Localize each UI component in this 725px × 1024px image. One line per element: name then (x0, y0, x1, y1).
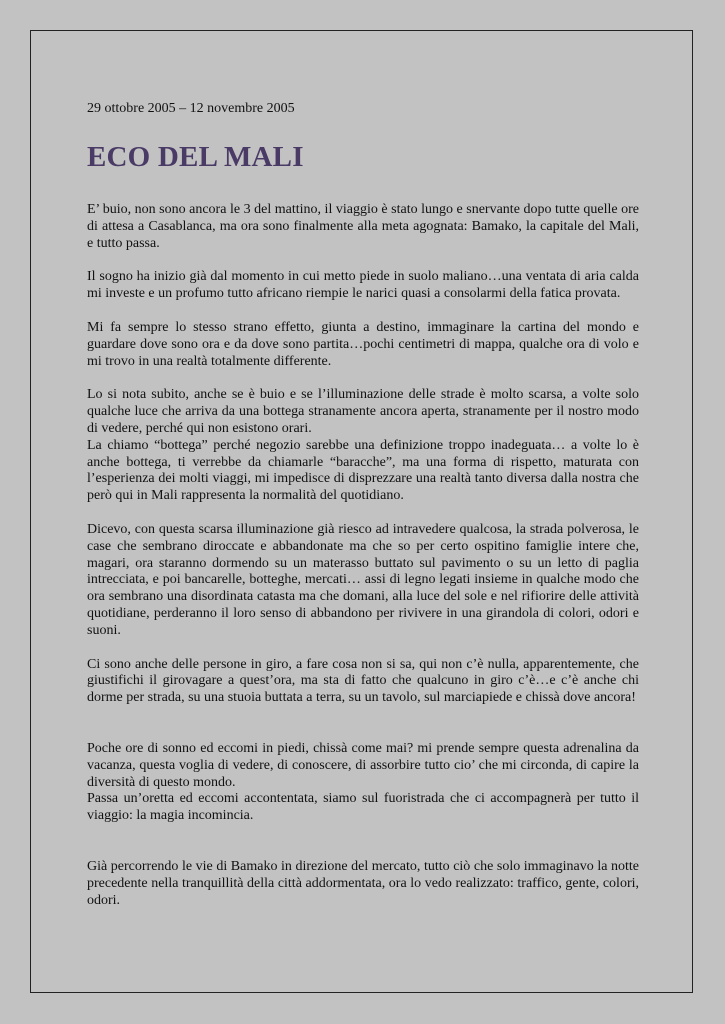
paragraph: Poche ore di sonno ed eccomi in piedi, chissà come mai? mi prende sempre questa adrenalina da vacanza, questa voglia di vedere, di conoscere, di assorbire tutto cio’ che mi circonda, di capire la diversità di questo mondo. (87, 740, 639, 790)
paragraph: Lo si nota subito, anche se è buio e se l’illuminazione delle strade è molto scarsa, a volte solo qualche luce che arriva da una bottega stranamente ancora aperta, stranamente per il nostro modo di vedere, perché qui non esistono orari. (87, 387, 639, 436)
article-title: ECO DEL MALI (87, 141, 304, 173)
paragraph: Dicevo, con questa scarsa illuminazione già riesco ad intravedere qualcosa, la strada polverosa, le case che sembrano diroccate e abbandonate ma che so per certo ospitino famiglie intere che, magari, ora staranno dormendo su un materasso buttato sul pavimento o su un letto di paglia intrecciata, e poi bancarelle, botteghe, mercati… assi di legno legati insieme in qualche modo che ora sembrano una disordinata catasta ma che domani, alla luce del sole e nel rifiorire delle attività quotidiane, perderanno il loro senso di abbandono per rivivere in una girandola di colori, odori e suoni. (87, 521, 639, 638)
document-body (87, 100, 639, 909)
paragraph: E’ buio, non sono ancora le 3 del mattino, il viaggio è stato lungo e snervante dopo tutte quelle ore di attesa a Casablanca, ma ora sono finalmente alla meta agognata: Bamako, la capitale del Mali, e tutto passa. (87, 202, 639, 251)
article-text (87, 202, 639, 909)
paragraph: Mi fa sempre lo stesso strano effetto, giunta a destino, immaginare la cartina del mondo e guardare dove sono ora e da dove sono partita…pochi centimetri di mappa, qualche ora di volo e mi trovo in una realtà totalmente differente. (87, 319, 639, 369)
paragraph: Ci sono anche delle persone in giro, a fare cosa non si sa, qui non c’è nulla, apparentemente, che giustifichi il girovagare a quest’ora, ma sta di fatto che qualcuno in giro c’è…e c’è anche chi dorme per strada, su una stuoia buttata a terra, su un tavolo, sul marciapiede e chissà dove ancora! (87, 656, 639, 706)
paragraph: Passa un’oretta ed eccomi accontentata, siamo sul fuoristrada che ci accompagnerà per tutto il viaggio: la magia incomincia. (87, 791, 639, 824)
paragraph: Il sogno ha inizio già dal momento in cui metto piede in suolo maliano…una ventata di aria calda mi investe e un profumo tutto africano riempie le narici quasi a consolarmi della fatica provata. (87, 269, 639, 302)
date-range: 29 ottobre 2005 – 12 novembre 2005 (87, 101, 295, 116)
paragraph: La chiamo “bottega” perché negozio sarebbe una definizione troppo inadeguata… a volte lo è anche bottega, ti verrebbe da chiamarle “baracche”, ma una forma di rispetto, maturata con l’esperienza dei molti viaggi, mi impedisce di disprezzare una realtà tanto diversa dalla nostra che però qui in Mali rappresenta la normalità del quotidiano. (87, 437, 639, 504)
paragraph: Già percorrendo le vie di Bamako in direzione del mercato, tutto ciò che solo immaginavo la notte precedente nella tranquillità della città addormentata, ora lo vedo realizzato: traffico, gente, colori, odori. (87, 858, 639, 908)
